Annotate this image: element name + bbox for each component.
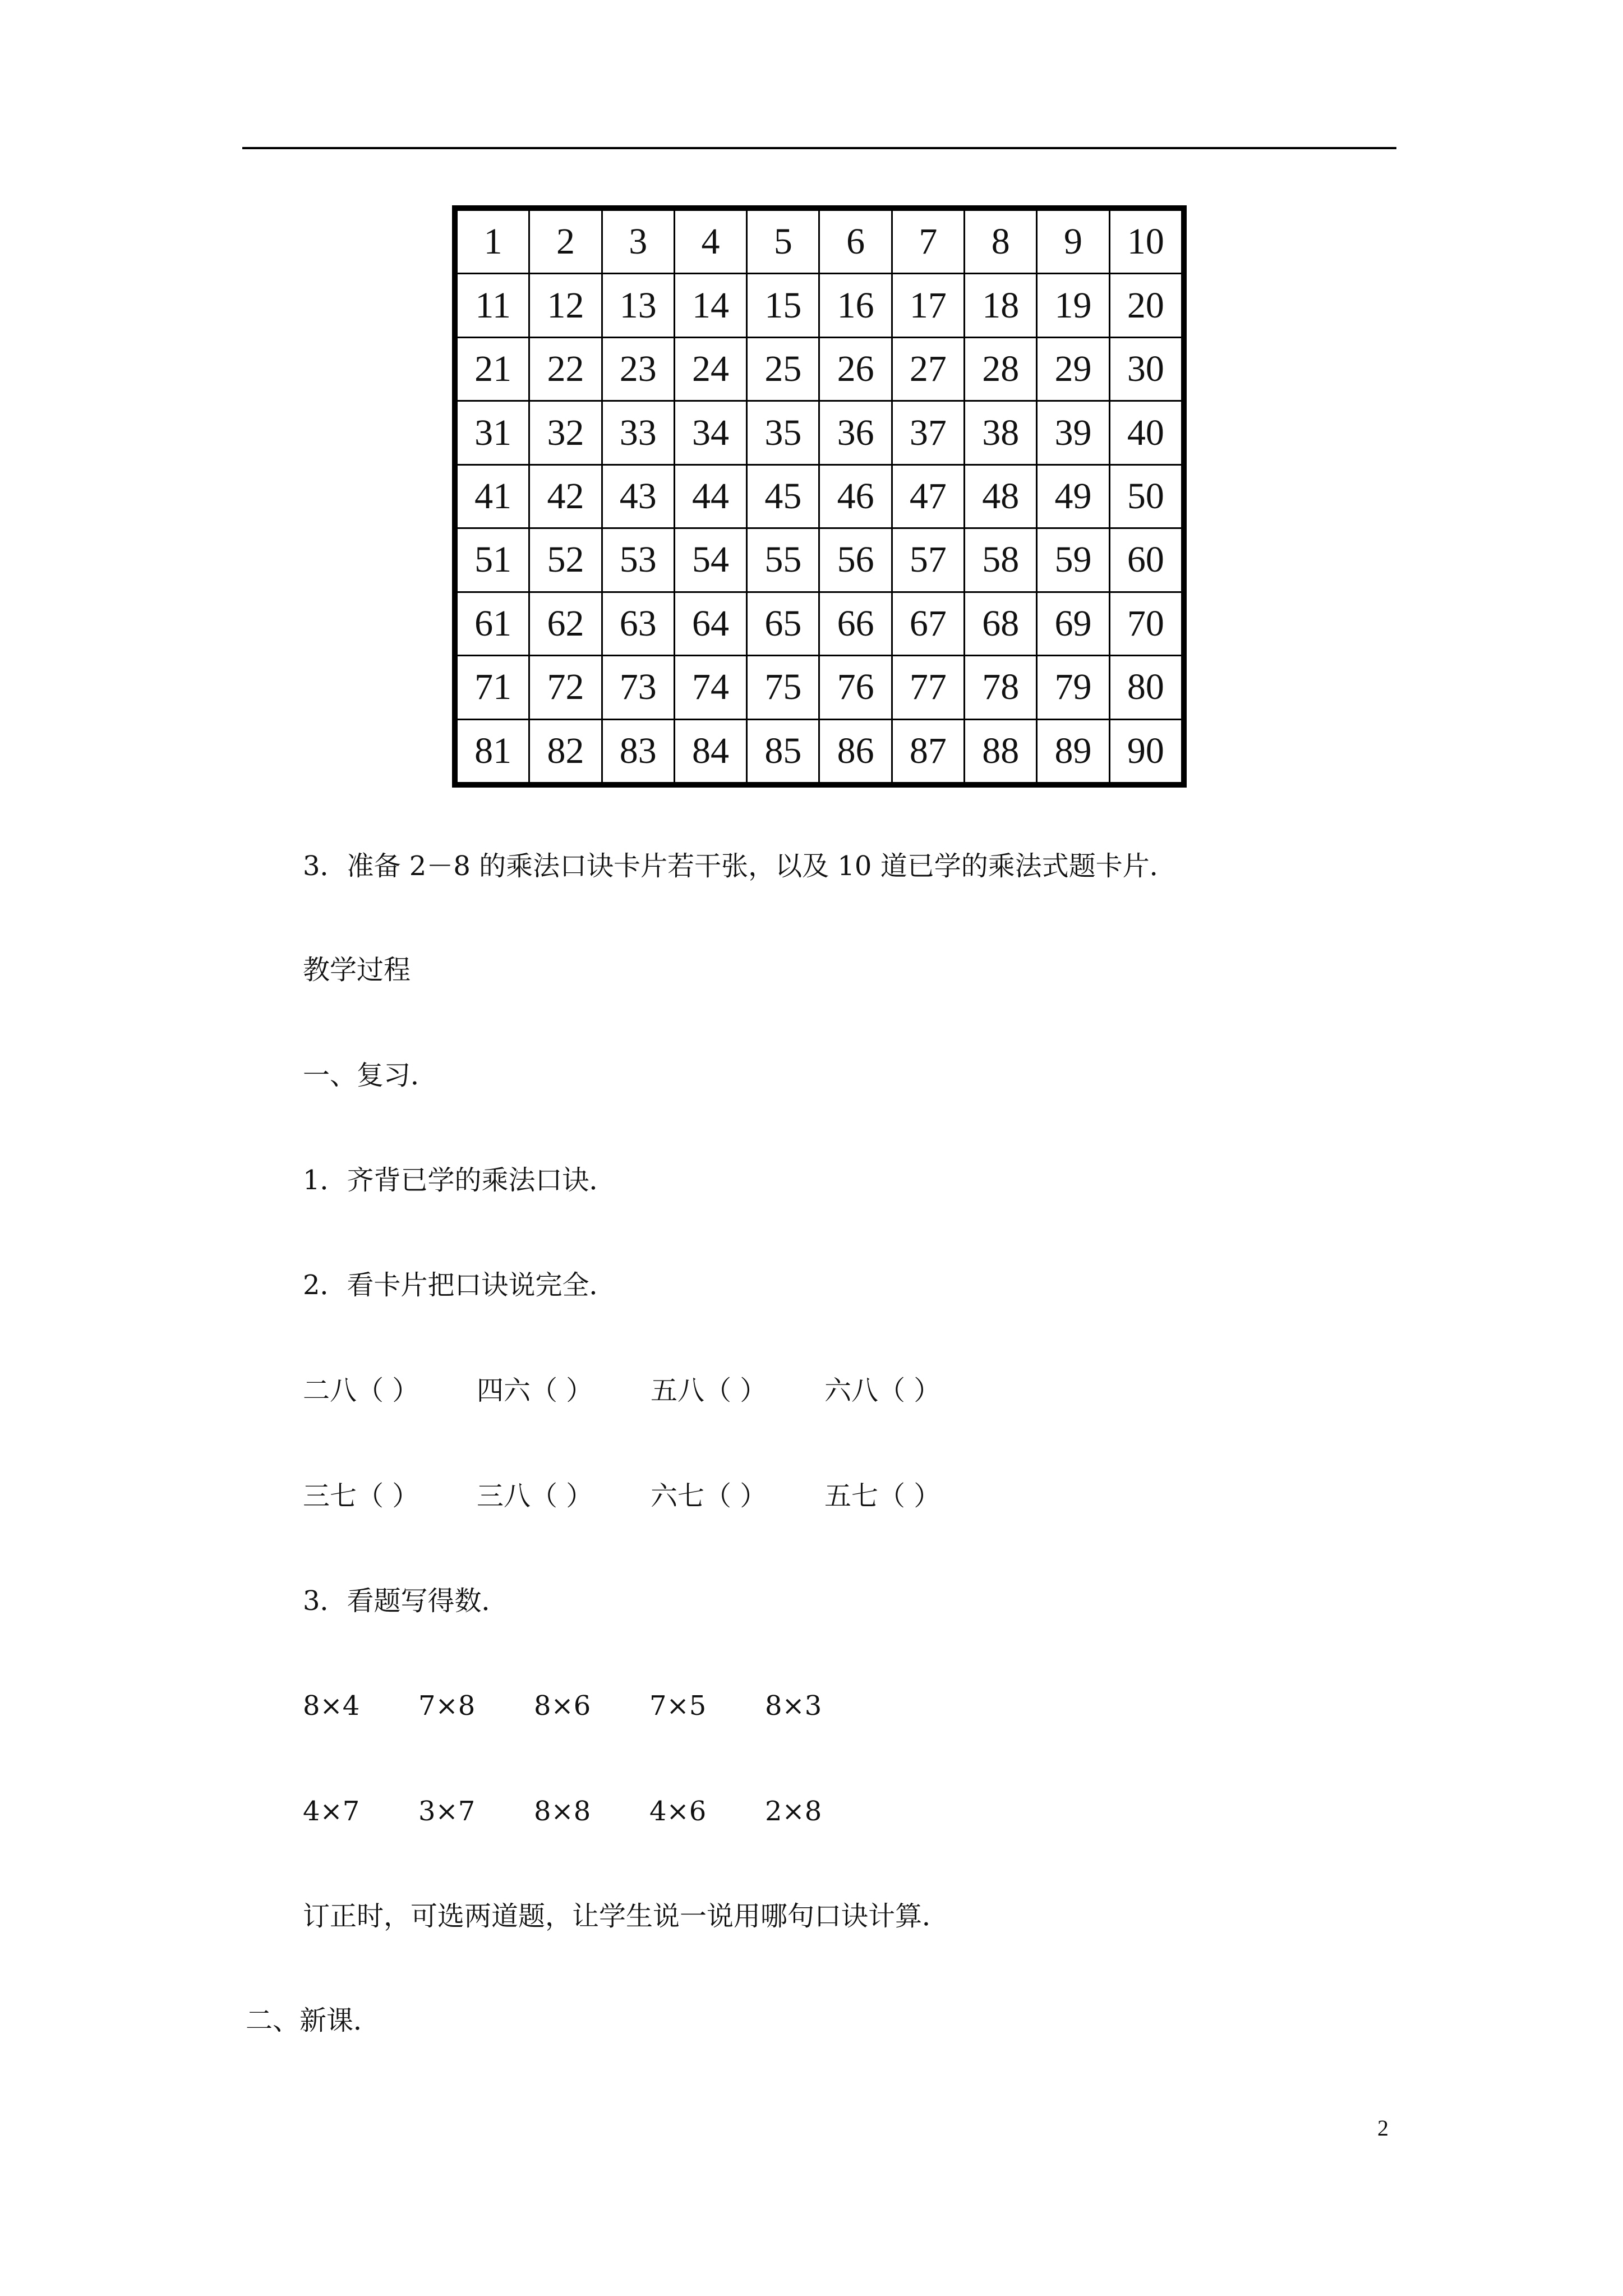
grid-cell: 87 — [892, 719, 964, 783]
grid-cell: 13 — [602, 274, 674, 337]
grid-cell: 56 — [819, 528, 892, 592]
grid-cell: 58 — [965, 528, 1037, 592]
grid-cell: 41 — [457, 464, 529, 528]
grid-cell: 3 — [602, 210, 674, 274]
koujue-item: 五七（ ） — [824, 1480, 941, 1512]
grid-cell: 6 — [819, 210, 892, 274]
mult-item: 8×8 — [534, 1796, 591, 1827]
grid-cell: 23 — [602, 337, 674, 401]
grid-cell: 15 — [747, 274, 819, 337]
grid-cell: 78 — [965, 656, 1037, 719]
grid-cell: 31 — [457, 401, 529, 464]
grid-cell: 59 — [1037, 528, 1109, 592]
grid-cell: 74 — [674, 656, 746, 719]
grid-cell: 54 — [674, 528, 746, 592]
grid-cell: 66 — [819, 592, 892, 655]
grid-cell: 17 — [892, 274, 964, 337]
grid-cell: 27 — [892, 337, 964, 401]
mult-item: 7×8 — [418, 1690, 476, 1722]
grid-cell: 52 — [529, 528, 602, 592]
grid-cell: 79 — [1037, 656, 1109, 719]
grid-cell: 34 — [674, 401, 746, 464]
mult-row-2 — [303, 1798, 880, 1825]
grid-cell: 71 — [457, 656, 529, 719]
grid-cell: 73 — [602, 656, 674, 719]
grid-cell: 44 — [674, 464, 746, 528]
grid-row — [457, 719, 1182, 783]
grid-row — [457, 210, 1182, 274]
grid-cell: 11 — [457, 274, 529, 337]
grid-cell: 46 — [819, 464, 892, 528]
grid-cell: 62 — [529, 592, 602, 655]
grid-cell: 60 — [1109, 528, 1182, 592]
grid-cell: 35 — [747, 401, 819, 464]
grid-cell: 42 — [529, 464, 602, 528]
grid-cell: 75 — [747, 656, 819, 719]
grid-cell: 22 — [529, 337, 602, 401]
grid-cell: 84 — [674, 719, 746, 783]
grid-row — [457, 337, 1182, 401]
grid-cell: 40 — [1109, 401, 1182, 464]
grid-cell: 39 — [1037, 401, 1109, 464]
grid-cell: 1 — [457, 210, 529, 274]
grid-cell: 32 — [529, 401, 602, 464]
mult-item: 8×6 — [534, 1690, 591, 1722]
grid-cell: 37 — [892, 401, 964, 464]
koujue-item: 二八（ ） — [303, 1375, 419, 1406]
correction-note: 订正时，可选两道题，让学生说一说用哪句口诀计算． — [303, 1901, 949, 1932]
grid-cell: 18 — [965, 274, 1037, 337]
grid-cell: 38 — [965, 401, 1037, 464]
grid-cell: 85 — [747, 719, 819, 783]
koujue-item: 五八（ ） — [651, 1375, 767, 1406]
grid-cell: 29 — [1037, 337, 1109, 401]
grid-cell: 30 — [1109, 337, 1182, 401]
header-rule — [242, 147, 1396, 149]
koujue-row-2 — [303, 1480, 998, 1512]
grid-cell: 65 — [747, 592, 819, 655]
mult-row-1 — [303, 1690, 880, 1722]
grid-cell: 10 — [1109, 210, 1182, 274]
prep-item-3: 3．准备 2－8 的乘法口诀卡片若干张，以及 10 道已学的乘法式题卡片． — [303, 850, 1177, 882]
mult-item: 8×4 — [303, 1690, 360, 1722]
grid-cell: 82 — [529, 719, 602, 783]
grid-cell: 80 — [1109, 656, 1182, 719]
grid-cell: 16 — [819, 274, 892, 337]
grid-cell: 72 — [529, 656, 602, 719]
grid-row — [457, 528, 1182, 592]
grid-cell: 90 — [1109, 719, 1182, 783]
grid-cell: 77 — [892, 656, 964, 719]
grid-cell: 14 — [674, 274, 746, 337]
grid-cell: 88 — [965, 719, 1037, 783]
grid-cell: 61 — [457, 592, 529, 655]
grid-cell: 89 — [1037, 719, 1109, 783]
section-title: 教学过程 — [303, 954, 411, 986]
grid-cell: 2 — [529, 210, 602, 274]
grid-cell: 48 — [965, 464, 1037, 528]
grid-cell: 68 — [965, 592, 1037, 655]
mult-item: 7×5 — [649, 1690, 707, 1722]
grid-cell: 7 — [892, 210, 964, 274]
grid-cell: 4 — [674, 210, 746, 274]
koujue-item: 四六（ ） — [477, 1375, 593, 1406]
grid-cell: 5 — [747, 210, 819, 274]
koujue-item: 六七（ ） — [651, 1480, 767, 1512]
grid-cell: 67 — [892, 592, 964, 655]
grid-cell: 86 — [819, 719, 892, 783]
grid-row — [457, 401, 1182, 464]
review-item-2: 2．看卡片把口诀说完全． — [303, 1269, 616, 1301]
grid-cell: 12 — [529, 274, 602, 337]
mult-item: 8×3 — [765, 1690, 822, 1722]
grid-row — [457, 656, 1182, 719]
review-item-1: 1．齐背已学的乘法口诀． — [303, 1165, 616, 1196]
grid-cell: 43 — [602, 464, 674, 528]
grid-cell: 9 — [1037, 210, 1109, 274]
number-grid — [452, 205, 1187, 788]
mult-item: 4×6 — [649, 1796, 707, 1827]
grid-cell: 70 — [1109, 592, 1182, 655]
grid-cell: 25 — [747, 337, 819, 401]
grid-cell: 51 — [457, 528, 529, 592]
grid-cell: 57 — [892, 528, 964, 592]
grid-cell: 83 — [602, 719, 674, 783]
koujue-row-1 — [303, 1377, 998, 1404]
koujue-item: 三七（ ） — [303, 1480, 419, 1512]
grid-cell: 47 — [892, 464, 964, 528]
grid-cell: 81 — [457, 719, 529, 783]
grid-row — [457, 592, 1182, 655]
grid-cell: 49 — [1037, 464, 1109, 528]
grid-cell: 28 — [965, 337, 1037, 401]
grid-cell: 36 — [819, 401, 892, 464]
grid-cell: 24 — [674, 337, 746, 401]
grid-cell: 21 — [457, 337, 529, 401]
grid-cell: 26 — [819, 337, 892, 401]
grid-cell: 19 — [1037, 274, 1109, 337]
review-item-3: 3．看题写得数． — [303, 1585, 509, 1617]
grid-cell: 8 — [965, 210, 1037, 274]
grid-cell: 50 — [1109, 464, 1182, 528]
koujue-item: 六八（ ） — [824, 1375, 941, 1406]
new-lesson-heading: 二、新课． — [246, 2005, 381, 2036]
mult-item: 3×7 — [418, 1796, 476, 1827]
mult-item: 4×7 — [303, 1796, 360, 1827]
grid-row — [457, 464, 1182, 528]
koujue-item: 三八（ ） — [477, 1480, 593, 1512]
grid-cell: 53 — [602, 528, 674, 592]
mult-item: 2×8 — [765, 1796, 822, 1827]
grid-cell: 33 — [602, 401, 674, 464]
grid-cell: 69 — [1037, 592, 1109, 655]
grid-row — [457, 274, 1182, 337]
grid-cell: 20 — [1109, 274, 1182, 337]
grid-cell: 55 — [747, 528, 819, 592]
grid-cell: 63 — [602, 592, 674, 655]
grid-cell: 76 — [819, 656, 892, 719]
page-number: 2 — [1377, 2115, 1389, 2141]
review-heading: 一、复习． — [303, 1060, 438, 1091]
number-grid-table — [456, 209, 1183, 784]
grid-cell: 64 — [674, 592, 746, 655]
grid-cell: 45 — [747, 464, 819, 528]
